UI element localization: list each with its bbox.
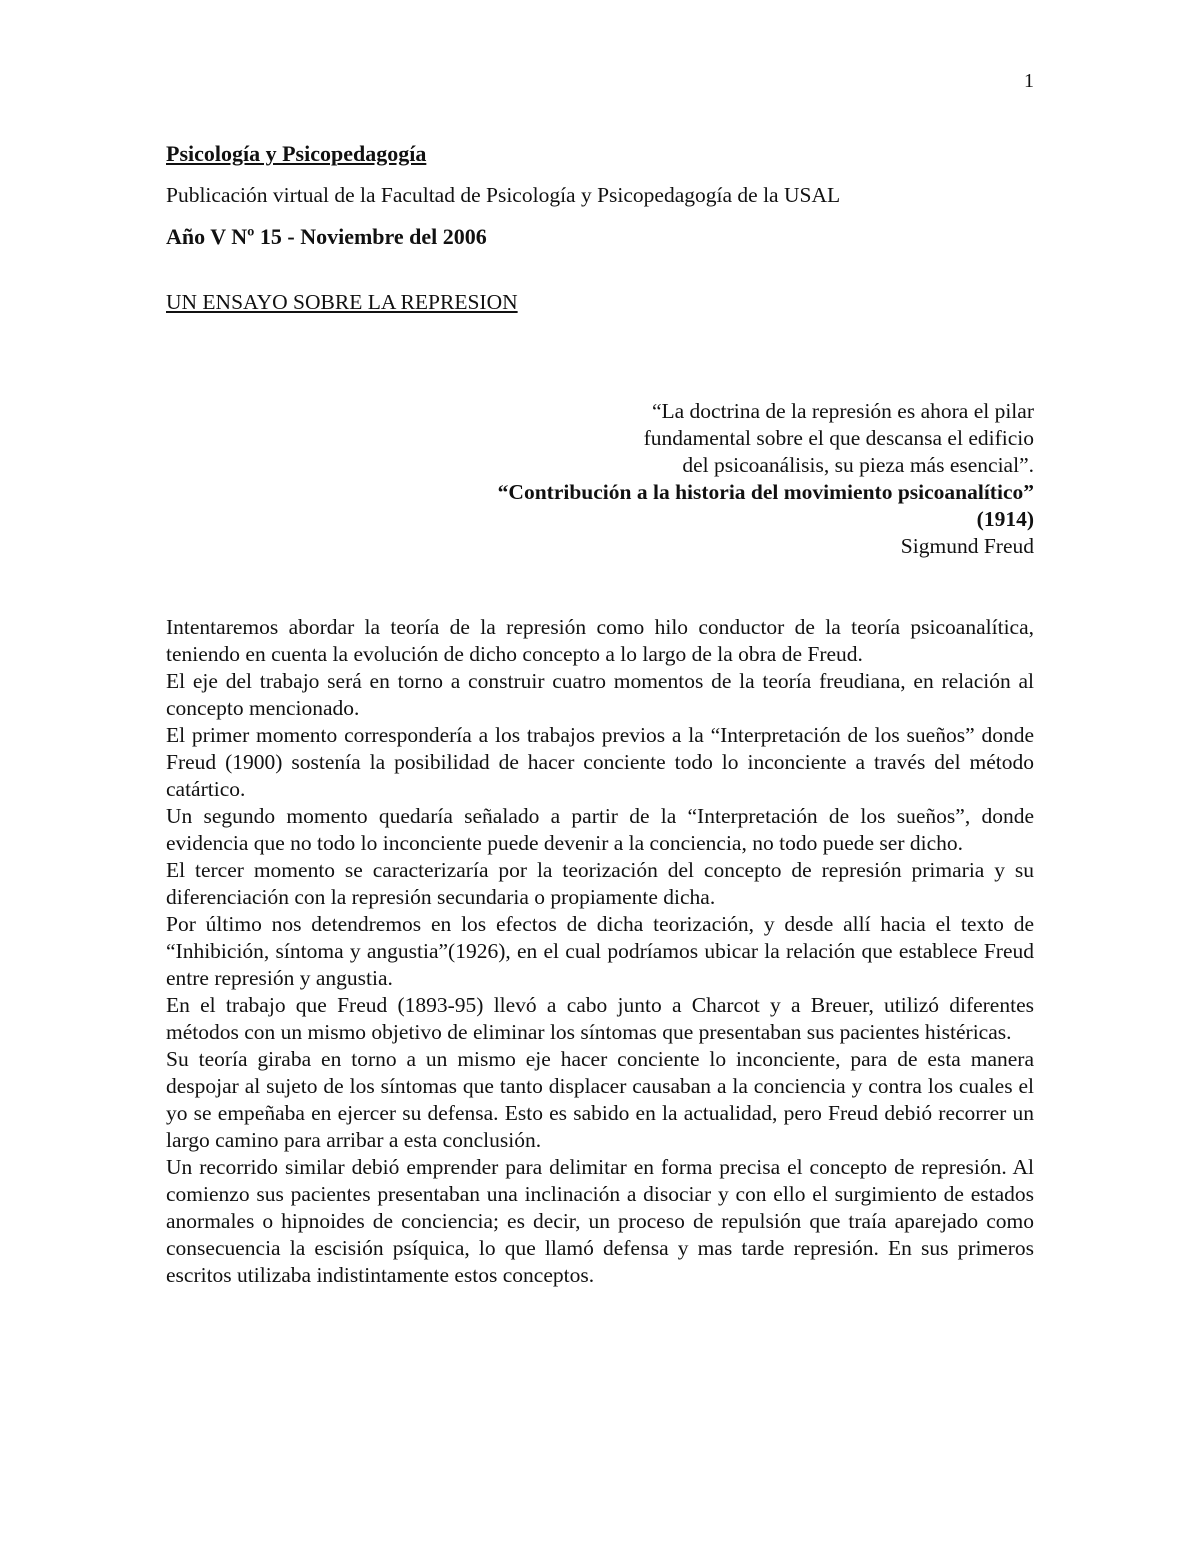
paragraph: Por último nos detendremos en los efectos de dicha teorización, y desde allí hacia el texto de “Inhibición, síntoma y angustia”(1926), en el cual podríamos ubicar la relación que establece Freud entre represión y angustia. <box>166 912 1034 990</box>
issue-line: Año V Nº 15 - Noviembre del 2006 <box>166 224 487 249</box>
page-number: 1 <box>1024 70 1034 92</box>
paragraph: En el trabajo que Freud (1893-95) llevó a cabo junto a Charcot y a Breuer, utilizó diferentes métodos con un mismo objetivo de eliminar los síntomas que presentaban sus pacientes histéricas. <box>166 993 1034 1044</box>
paragraph: El primer momento correspondería a los trabajos previos a la “Interpretación de los sueños” donde Freud (1900) sostenía la posibilidad de hacer conciente todo lo inconciente a través del método catártico. <box>166 723 1034 801</box>
epigraph-year: (1914) <box>976 507 1034 531</box>
paragraph: Un recorrido similar debió emprender para delimitar en forma precisa el concepto de represión. Al comienzo sus pacientes presentaban una inclinación a disociar y con ello el surgimiento de estados anormales o hipnoides de conciencia; es decir, un proceso de repulsión que traía aparejado como consecuencia la escisión psíquica, lo que llamó defensa y mas tarde represión. En sus primeros escritos utilizaba indistintamente estos conceptos. <box>166 1155 1034 1287</box>
paragraph: El tercer momento se caracterizaría por la teorización del concepto de represión primaria y su diferenciación con la represión secundaria o propiamente dicha. <box>166 858 1034 909</box>
paragraph: Intentaremos abordar la teoría de la represión como hilo conductor de la teoría psicoanalítica, teniendo en cuenta la evolución de dicho concepto a lo largo de la obra de Freud. <box>166 615 1034 666</box>
paragraph: El eje del trabajo será en torno a construir cuatro momentos de la teoría freudiana, en relación al concepto mencionado. <box>166 669 1034 720</box>
essay-title: UN ENSAYO SOBRE LA REPRESION <box>166 290 518 314</box>
paragraph: Su teoría giraba en torno a un mismo eje hacer conciente lo inconciente, para de esta manera despojar al sujeto de los síntomas que tanto displacer causaban a la conciencia y contra los cuales el yo se empeñaba en ejercer su defensa. Esto es sabido en la actualidad, pero Freud debió recorrer un largo camino para arribar a esta conclusión. <box>166 1047 1034 1152</box>
epigraph-line: fundamental sobre el que descansa el edificio <box>643 426 1034 450</box>
paragraph: Un segundo momento quedaría señalado a partir de la “Interpretación de los sueños”, donde evidencia que no todo lo inconciente puede devenir a la conciencia, no todo puede ser dicho. <box>166 804 1034 855</box>
epigraph-author: Sigmund Freud <box>900 534 1034 558</box>
journal-title: Psicología y Psicopedagogía <box>166 141 427 166</box>
epigraph <box>394 398 1034 560</box>
epigraph-work: “Contribución a la historia del movimiento psicoanalítico” <box>497 480 1034 504</box>
epigraph-line: “La doctrina de la represión es ahora el pilar <box>651 399 1034 423</box>
body-text <box>166 614 1034 1289</box>
epigraph-line: del psicoanálisis, su pieza más esencial”. <box>682 453 1034 477</box>
journal-subtitle: Publicación virtual de la Facultad de Psicología y Psicopedagogía de la USAL <box>166 183 841 207</box>
